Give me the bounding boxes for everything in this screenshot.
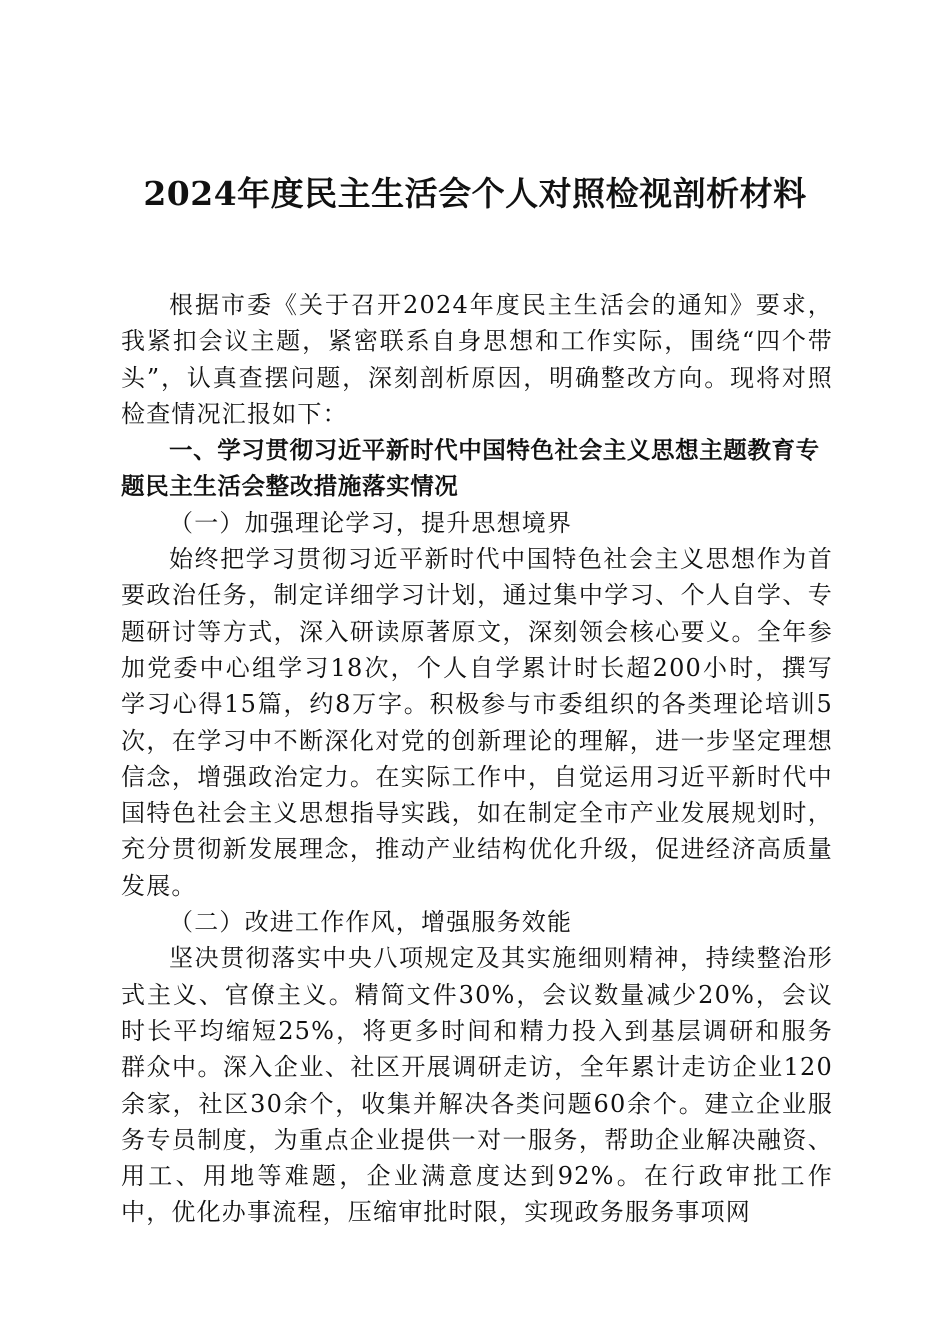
subsection-1-heading: （一）加强理论学习，提升思想境界 [169, 508, 573, 537]
subsection-1-paragraph: 始终把学习贯彻习近平新时代中国特色社会主义思想作为首要政治任务，制定详细学习计划，通过集中学习、个人自学、专题研讨等方式，深入研读原著原文，深刻领会核心要义。全年参加党委中心组学习18次，个人自学累计时长超200小时，撰写学习心得15篇，约8万字。积极参与市委组织的各类理论培训5次，在学习中不断深化对党的创新理论的理解，进一步坚定理想信念，增强政治定力。在实际工作中，自觉运用习近平新时代中国特色社会主义思想指导实践，如在制定全市产业发展规划时，充分贯彻新发展理念，推动产业结构优化升级，促进经济高质量发展。 [121, 545, 833, 900]
intro-paragraph: 根据市委《关于召开2024年度民主生活会的通知》要求，我紧扣会议主题，紧密联系自身思想和工作实际，围绕“四个带头”，认真查摆问题，深刻剖析原因，明确整改方向。现将对照检查情况汇报如下： [121, 291, 833, 428]
document-body [121, 287, 833, 1231]
section-1-heading: 一、学习贯彻习近平新时代中国特色社会主义思想主题教育专题民主生活会整改措施落实情况 [121, 436, 820, 501]
document-title: 2024年度民主生活会个人对照检视剖析材料 [143, 174, 807, 213]
subsection-2-paragraph: 坚决贯彻落实中央八项规定及其实施细则精神，持续整治形式主义、官僚主义。精简文件30%，会议数量减少20%，会议时长平均缩短25%，将更多时间和精力投入到基层调研和服务群众中。深入企业、社区开展调研走访，全年累计走访企业120余家，社区30余个，收集并解决各类问题60余个。建立企业服务专员制度，为重点企业提供一对一服务，帮助企业解决融资、用工、用地等难题，企业满意度达到92%。在行政审批工作中，优化办事流程，压缩审批时限，实现政务服务事项网 [121, 944, 833, 1227]
subsection-2-heading: （二）改进工作作风，增强服务效能 [169, 908, 573, 937]
